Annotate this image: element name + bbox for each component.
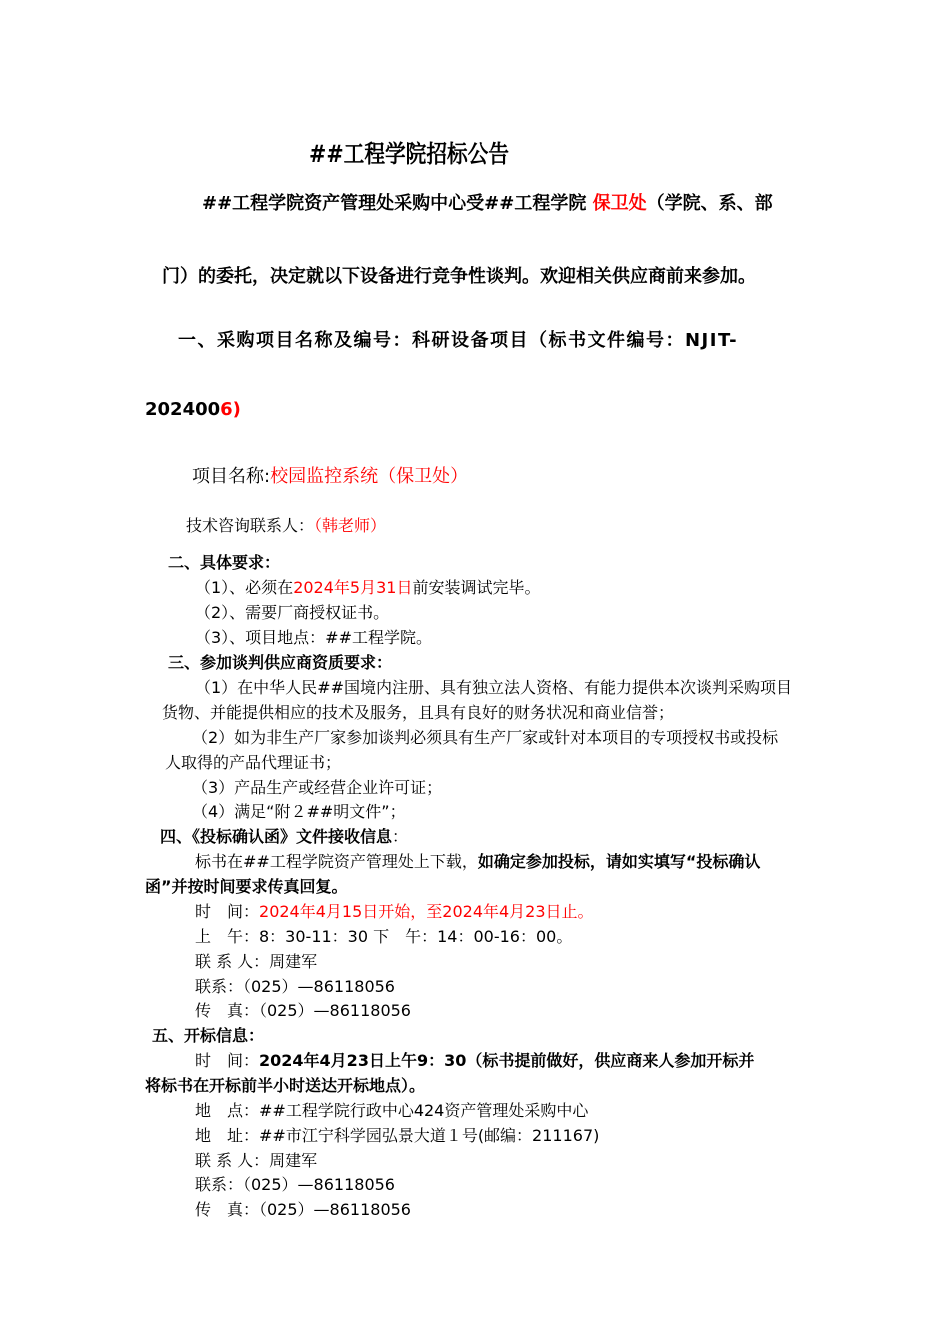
section4-heading-text: 四、《投标确认函》文件接收信息 [160, 827, 393, 846]
section5-phone: 联系：（025）—86118056 [195, 1175, 395, 1194]
section3-item-2b: 人取得的产品代理证书； [165, 753, 342, 772]
confirm-text: 如确定参加投标，请如实填写“投标确认 [477, 852, 761, 871]
intro-line-1 [202, 189, 773, 215]
section3-heading: 三、参加谈判供应商资质要求： [168, 653, 393, 672]
section3-item-4: （4）满足“附２##明文件”； [192, 802, 406, 821]
section3-item-2a: （2）如为非生产厂家参加谈判必须具有生产厂家或针对本项目的专项授权书或投标 [192, 728, 779, 747]
doc-number-suffix: 6) [220, 399, 241, 420]
page-title: ##工程学院招标公告 [309, 140, 510, 168]
section5-contact: 联 系 人：周建军 [195, 1151, 318, 1170]
tech-value: （韩老师） [314, 516, 387, 535]
section2-heading: 二、具体要求： [168, 553, 281, 572]
section5-time [195, 1048, 754, 1071]
section4-para-1 [195, 849, 760, 872]
section4-heading-colon: ： [392, 827, 409, 846]
section4-phone: 联系：（025）—86118056 [195, 977, 395, 996]
download-text: 标书在##工程学院资产管理处上下载， [195, 852, 478, 871]
section1-number [145, 399, 241, 420]
section3-item-3: （3）产品生产或经营企业许可证； [192, 778, 443, 797]
section2-item-1 [195, 575, 540, 598]
section4-para-2: 函”并按时间要求传真回复。 [145, 877, 348, 896]
section5-fax: 传 真：（025）—86118056 [195, 1200, 411, 1219]
section2-item-3: （3）、项目地点：##工程学院。 [195, 628, 432, 647]
item1-text: （1）、必须在 [195, 578, 294, 597]
project-label: 项目名称: [192, 466, 271, 487]
section5-time-2: 将标书在开标前半小时送达开标地点）。 [145, 1076, 426, 1095]
section3-item-1a: （1）在中华人民##国境内注册、具有独立法人资格、有能力提供本次谈判采购项目 [195, 678, 792, 697]
open-time-value: 2024年4月23日上午9：30（标书提前做好，供应商来人参加开标并 [259, 1051, 755, 1070]
section5-address: 地 址：##市江宁科学园弘景大道１号(邮编：211167) [195, 1126, 600, 1145]
intro-text-2: （学院、系、部 [646, 193, 773, 214]
doc-number: 202400 [145, 399, 221, 420]
time-value: 2024年4月15日开始，至2024年4月23日止。 [259, 902, 594, 921]
time-label: 时 间： [195, 902, 260, 921]
item1-date: 2024年5月31日 [293, 578, 413, 597]
intro-line-2: 门）的委托，决定就以下设备进行竞争性谈判。欢迎相关供应商前来参加。 [162, 266, 756, 287]
section4-fax: 传 真：（025）—86118056 [195, 1001, 411, 1020]
section5-place: 地 点：##工程学院行政中心424资产管理处采购中心 [195, 1101, 589, 1120]
section4-hours: 上 午：8：30-11：30 下 午：14：00-16：00。 [195, 927, 573, 946]
project-name [192, 462, 468, 488]
section4-heading [160, 824, 408, 847]
project-value: 校园监控系统（保卫处） [270, 466, 469, 487]
tech-contact [186, 513, 386, 536]
item1-text-2: 前安装调试完毕。 [412, 578, 541, 597]
section1-heading: 一、采购项目名称及编号：科研设备项目（标书文件编号：NJIT- [178, 330, 739, 351]
section2-item-2: （2）、需要厂商授权证书。 [195, 603, 390, 622]
intro-text: ##工程学院资产管理处采购中心受##工程学院 [202, 193, 593, 214]
section4-contact: 联 系 人：周建军 [195, 952, 318, 971]
open-time-label: 时 间： [195, 1051, 260, 1070]
tech-label: 技术咨询联系人： [186, 516, 315, 535]
intro-dept: 保卫处 [592, 193, 647, 214]
section5-heading: 五、开标信息： [152, 1026, 265, 1045]
section4-time [195, 899, 594, 922]
section3-item-1b: 货物、并能提供相应的技术及服务，且具有良好的财务状况和商业信誉； [162, 703, 675, 722]
